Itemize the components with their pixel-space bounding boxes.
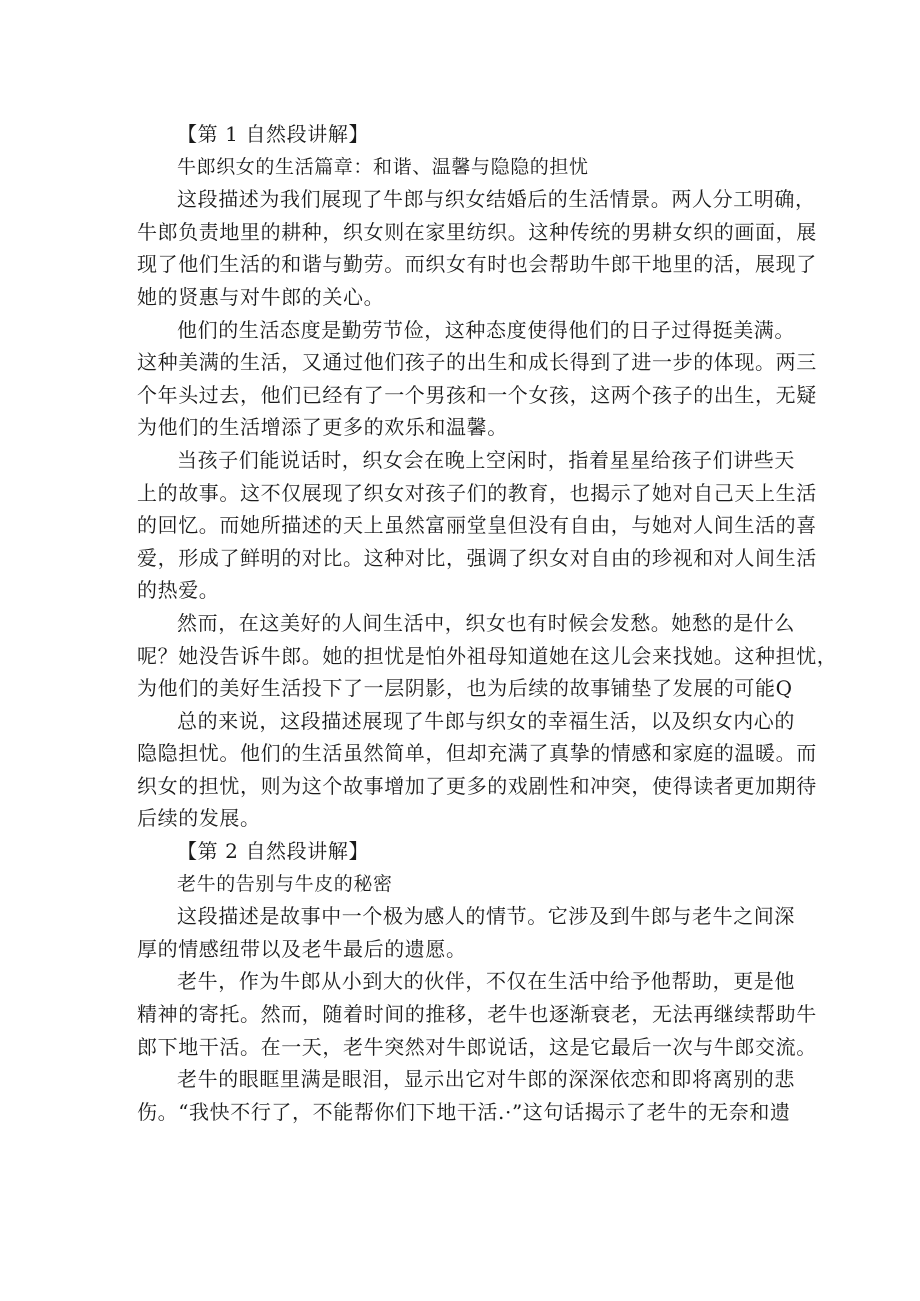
paragraph-line: 后续的发展。: [137, 806, 261, 831]
paragraph: [137, 444, 817, 607]
paragraph-line: 他们的生活态度是勤劳节俭，这种态度使得他们的日子过得挺美满。: [177, 317, 795, 342]
paragraph-line: 然而，在这美好的人间生活中，织女也有时候会发愁。她愁的是什么: [177, 610, 795, 635]
paragraph-line: 厚的情感纽带以及老牛最后的遗愿。: [137, 936, 467, 961]
paragraph-line: 为他们的美好生活投下了一层阴影，也为后续的故事铺垫了发展的可能Q: [137, 676, 793, 701]
paragraph-line: 这段描述为我们展现了牛郎与织女结婚后的生活情景。两人分工明确，: [177, 187, 816, 212]
section-subtitle: 老牛的告别与牛皮的秘密: [177, 872, 393, 895]
paragraph: [137, 705, 817, 835]
document-body: [137, 118, 838, 1128]
paragraph-line: 个年头过去，他们已经有了一个男孩和一个女孩，这两个孩子的出生，无疑: [137, 382, 817, 407]
section-heading: 【第 2 自然段讲解】: [177, 839, 370, 864]
paragraph-line: 伤。“我快不行了，不能帮你们下地干活.·”这句话揭示了老牛的无奈和遗: [137, 1099, 791, 1124]
paragraph-line: 这段描述是故事中一个极为感人的情节。它涉及到牛郎与老牛之间深: [177, 904, 795, 929]
paragraph: [137, 314, 817, 444]
paragraph-line: 这种美满的生活，又通过他们孩子的出生和成长得到了进一步的体现。两三: [137, 350, 817, 375]
paragraph-line: 郎下地干活。在一天，老牛突然对牛郎说话，这是它最后一次与牛郎交流。: [137, 1034, 817, 1059]
paragraph-line: 精神的寄托。然而，随着时间的推移，老牛也逐渐衰老，无法再继续帮助牛: [137, 1002, 817, 1027]
paragraph-line: 上的故事。这不仅展现了织女对孩子们的教育，也揭示了她对自己天上生活: [137, 480, 817, 505]
paragraph: [137, 183, 817, 313]
section-heading: 【第 1 自然段讲解】: [177, 122, 370, 146]
paragraph-line: 当孩子们能说话时，织女会在晚上空闲时，指着星星给孩子们讲些天: [177, 447, 795, 472]
paragraph: [137, 900, 795, 965]
paragraph-line: 织女的担忧，则为这个故事增加了更多的戏剧性和冲突，使得读者更加期待: [137, 773, 817, 798]
paragraph-line: 老牛的眼眶里满是眼泪，显示出它对牛郎的深深依恋和即将离别的悲: [177, 1067, 795, 1092]
paragraph-line: 她的贤惠与对牛郎的关心。: [137, 284, 385, 309]
paragraph-line: 牛郎负责地里的耕种，织女则在家里纺织。这种传统的男耕女织的画面，展: [137, 219, 817, 244]
paragraph-line: 爱，形成了鲜明的对比。这种对比，强调了织女对自由的珍视和对人间生活: [137, 545, 817, 570]
paragraph-line: 现了他们生活的和谐与勤劳。而织女有时也会帮助牛郎干地里的活，展现了: [137, 252, 817, 277]
paragraph-line: 总的来说，这段描述展现了牛郎与织女的幸福生活，以及织女内心的: [177, 708, 795, 733]
paragraph-line: 呢？她没告诉牛郎。她的担忧是怕外祖母知道她在这儿会来找她。这种担忧，: [137, 643, 838, 668]
paragraph-line: 老牛，作为牛郎从小到大的伙伴，不仅在生活中给予他帮助，更是他: [177, 969, 795, 994]
paragraph-line: 的回忆。而她所描述的天上虽然富丽堂皇但没有自由，与她对人间生活的喜: [137, 513, 817, 538]
paragraph: [137, 965, 817, 1063]
paragraph: [137, 607, 838, 705]
paragraph: [137, 1063, 795, 1128]
section-subtitle: 牛郎织女的生活篇章：和谐、温馨与隐隐的担忧: [177, 155, 589, 178]
paragraph-line: 隐隐担忧。他们的生活虽然简单，但却充满了真挚的情感和家庭的温暖。而: [137, 741, 817, 766]
paragraph-line: 的热爱。: [137, 578, 220, 603]
paragraph-line: 为他们的生活增添了更多的欢乐和温馨。: [137, 415, 508, 440]
